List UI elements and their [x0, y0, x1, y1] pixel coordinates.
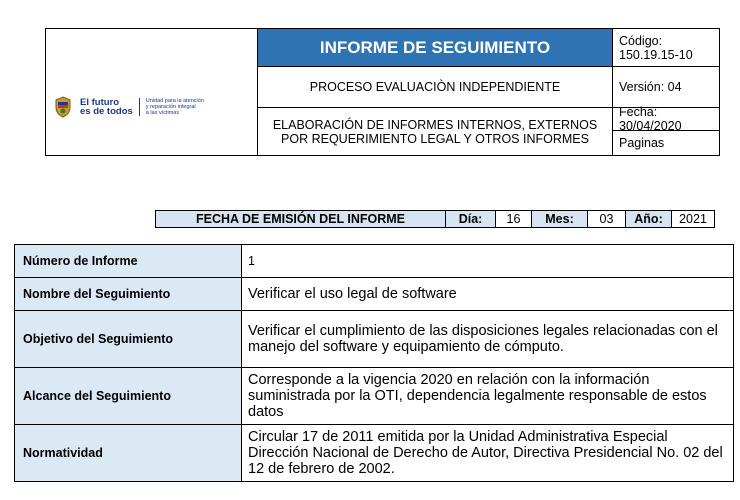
row-label: Alcance del Seguimiento — [15, 368, 242, 424]
table-row — [15, 278, 733, 311]
row-value: 1 — [248, 254, 255, 268]
emission-label: FECHA DE EMISIÓN DEL INFORME — [156, 211, 446, 227]
logo-sub-text: Unidad para la atención y reparación integral a las víctimas — [145, 98, 204, 116]
paginas-field: Paginas — [619, 136, 665, 150]
unidad-victimas-logo — [54, 96, 238, 118]
report-category: ELABORACIÓN DE INFORMES INTERNOS, EXTERNOS POR REQUERIMIENTO LEGAL Y OTROS INFORMES — [272, 117, 598, 146]
process-name: PROCESO EVALUACIÒN INDEPENDIENTE — [258, 67, 612, 108]
row-value: Circular 17 de 2011 emitida por la Unidad Administrativa Especial Dirección Nacional de Derecho de Autor, Directiva Presidencial No. 02 del 12 de febrero de 2002. — [248, 429, 723, 477]
table-row — [15, 368, 733, 425]
month-label: Mes: — [532, 211, 588, 227]
logo-cell — [46, 29, 258, 155]
codigo-field: Código: 150.19.15-10 — [613, 29, 719, 67]
report-info-table — [14, 244, 734, 482]
row-label: Normatividad — [15, 425, 242, 481]
row-value: Corresponde a la vigencia 2020 en relación con la información suministrada por la OTI, dependencia legalmente responsable de estos datos — [248, 372, 707, 420]
row-label: Nombre del Seguimiento — [15, 278, 242, 310]
day-label: Día: — [446, 211, 496, 227]
row-value: Verificar el uso legal de software — [248, 286, 457, 302]
year-value: 2021 — [679, 212, 707, 226]
header-meta — [613, 29, 719, 155]
row-label: Número de Informe — [15, 245, 242, 277]
day-value: 16 — [496, 211, 532, 227]
version-field: Versión: 04 — [613, 67, 719, 108]
table-row — [15, 311, 733, 368]
document-header — [45, 28, 720, 156]
logo-main-text: El futuro es de todos — [80, 97, 133, 117]
fecha-field: Fecha: 30/04/2020 — [613, 108, 719, 131]
row-value: Verificar el cumplimiento de las disposiciones legales relacionadas con el manejo del software y equipamiento de cómputo. — [248, 323, 718, 355]
report-title: INFORME DE SEGUIMIENTO — [258, 29, 612, 67]
month-value: 03 — [588, 211, 626, 227]
year-label: Año: — [626, 211, 672, 227]
header-center — [258, 29, 613, 155]
emission-date-row — [155, 210, 715, 228]
table-row — [15, 425, 733, 481]
row-label: Objetivo del Seguimiento — [15, 311, 242, 367]
colombia-crest-icon — [54, 96, 72, 118]
logo-divider — [139, 98, 140, 116]
table-row — [15, 245, 733, 278]
